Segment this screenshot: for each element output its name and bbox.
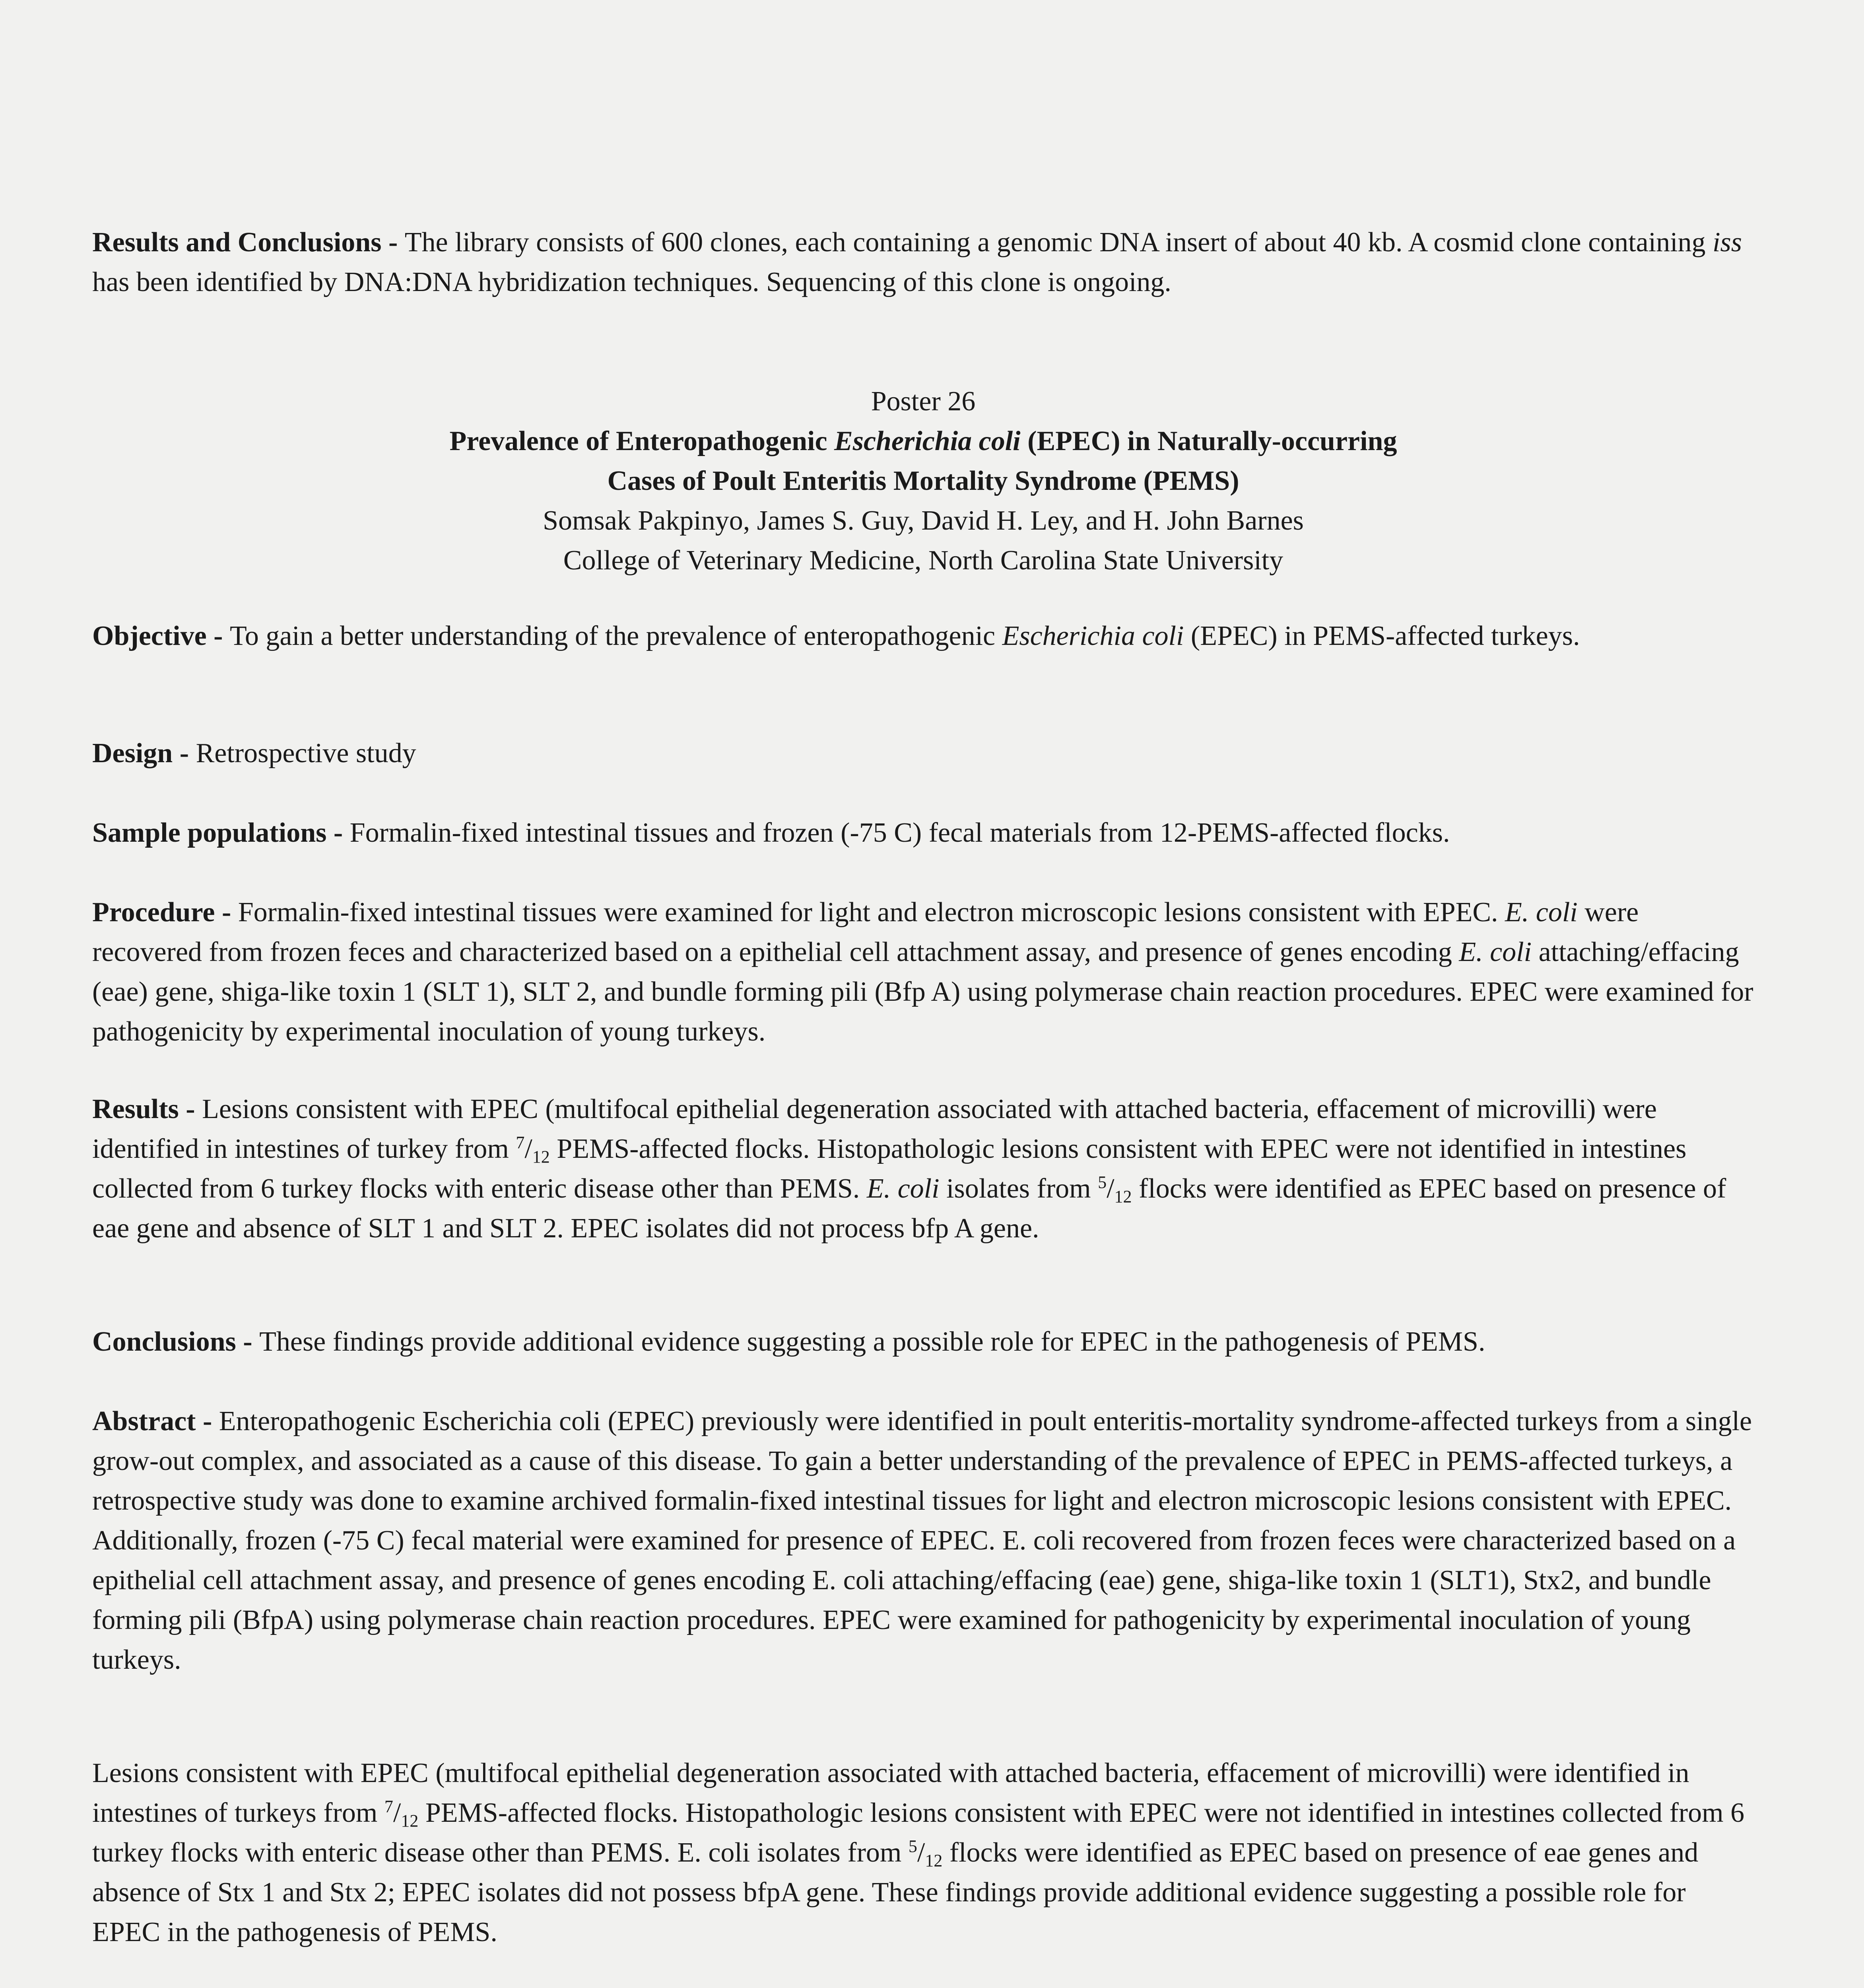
design-paragraph: Design - Retrospective study <box>92 738 416 769</box>
previous-results-paragraph: Results and Conclusions - The library consists of 600 clones, each containing a genomic DNA insert of about 40 kb. A cosmid clone containing iss has been identified by DNA:DNA hybridization techniques. Sequencing of this clone is ongoing. <box>92 227 1742 297</box>
poster-title: Prevalence of Enteropathogenic Escherichia coli (EPEC) in Naturally-occurring <box>449 426 1397 456</box>
abstract-label: Abstract - <box>92 1406 219 1437</box>
procedure-label: Procedure - <box>92 897 238 928</box>
sample-populations-label: Sample populations - <box>92 817 350 848</box>
results-paragraph: Results - Lesions consistent with EPEC (multifocal epithelial degeneration associated with attached bacteria, effacement of microvilli) were identified in intestines of turkey from $^7/_{12}$ PEMS-affected flocks. Histopathologic lesions consistent with EPEC were not identified in intestines collected from 6 turkey flocks with enteric disease other than PEMS. E. coli isolates from $^5/_{12}$ flocks were identified as EPEC based on presence of eae gene and absence of SLT 1 and SLT 2. EPEC isolates did not process bfp A gene. <box>92 1094 1726 1244</box>
sample-populations-paragraph: Sample populations - Formalin-fixed intestinal tissues and frozen (-75 C) fecal materials from 12-PEMS-affected flocks. <box>92 817 1450 848</box>
conclusions-label: Conclusions - <box>92 1326 260 1357</box>
poster-number: Poster 26 <box>871 386 976 417</box>
fraction-numerator: 7 <box>516 1133 525 1152</box>
abstract-paragraph: Abstract - Enteropathogenic Escherichia coli (EPEC) previously were identified in poult enteritis-mortality syndrome-affected turkeys from a single grow-out complex, and associated as a cause of this disease. To gain a better understanding of the prevalence of EPEC in PEMS-affected turkeys, a retrospective study was done to examine archived formalin-fixed intestinal tissues for light and electron microscopic lesions consistent with EPEC. Additionally, frozen (-75 C) fecal material were examined for presence of EPEC. E. coli recovered from frozen feces were characterized based on a epithelial cell attachment assay, and presence of genes encoding E. coli attaching/effacing (eae) gene, shiga-like toxin 1 (SLT1), Stx2, and bundle forming pili (BfpA) using polymerase chain reaction procedures. EPEC were examined for pathogenicity by experimental inoculation of young turkeys. <box>92 1406 1752 1675</box>
design-label: Design - <box>92 738 196 769</box>
previous-results-label: Results and Conclusions - <box>92 227 405 258</box>
objective-paragraph: Objective - To gain a better understanding of the prevalence of enteropathogenic Escherichia coli (EPEC) in PEMS-affected turkeys. <box>92 621 1580 651</box>
procedure-paragraph: Procedure - Formalin-fixed intestinal tissues were examined for light and electron microscopic lesions consistent with EPEC. E. coli were recovered from frozen feces and characterized based on a epithelial cell attachment assay, and presence of genes encoding E. coli attaching/effacing (eae) gene, shiga-like toxin 1 (SLT 1), SLT 2, and bundle forming pili (Bfp A) using polymerase chain reaction procedures. EPEC were examined for pathogenicity by experimental inoculation of young turkeys. <box>92 897 1753 1047</box>
fraction-denominator: 12 <box>1114 1187 1132 1206</box>
fraction-numerator: 5 <box>908 1837 917 1856</box>
poster-title-line-2: Cases of Poult Enteritis Mortality Syndrome (PEMS) <box>607 466 1239 496</box>
fraction-denominator: 12 <box>401 1811 419 1831</box>
fraction-numerator: 7 <box>384 1797 393 1816</box>
results-label: Results - <box>92 1094 202 1124</box>
closing-paragraph: Lesions consistent with EPEC (multifocal epithelial degeneration associated with attached bacteria, effacement of microvilli) were identified in intestines of turkeys from $^7/_{12}$ PEMS-affected flocks. Histopathologic lesions consistent with EPEC were not identified in intestines collected from 6 turkey flocks with enteric disease other than PEMS. E. coli isolates from $^5/_{12}$ flocks were identified as EPEC based on presence of eae genes and absence of Stx 1 and Stx 2; EPEC isolates did not possess bfpA gene. These findings provide additional evidence suggesting a possible role for EPEC in the pathogenesis of PEMS. <box>92 1758 1745 1947</box>
poster-authors: Somsak Pakpinyo, James S. Guy, David H. Ley, and H. John Barnes <box>543 505 1304 536</box>
poster-affiliation: College of Veterinary Medicine, North Carolina State University <box>563 545 1283 576</box>
objective-label: Objective - <box>92 621 230 651</box>
fraction-numerator: 5 <box>1098 1173 1107 1192</box>
poster-header <box>92 382 1754 580</box>
fraction-denominator: 12 <box>532 1147 550 1167</box>
fraction-denominator: 12 <box>925 1851 943 1870</box>
conclusions-paragraph: Conclusions - These findings provide additional evidence suggesting a possible role for EPEC in the pathogenesis of PEMS. <box>92 1326 1485 1357</box>
